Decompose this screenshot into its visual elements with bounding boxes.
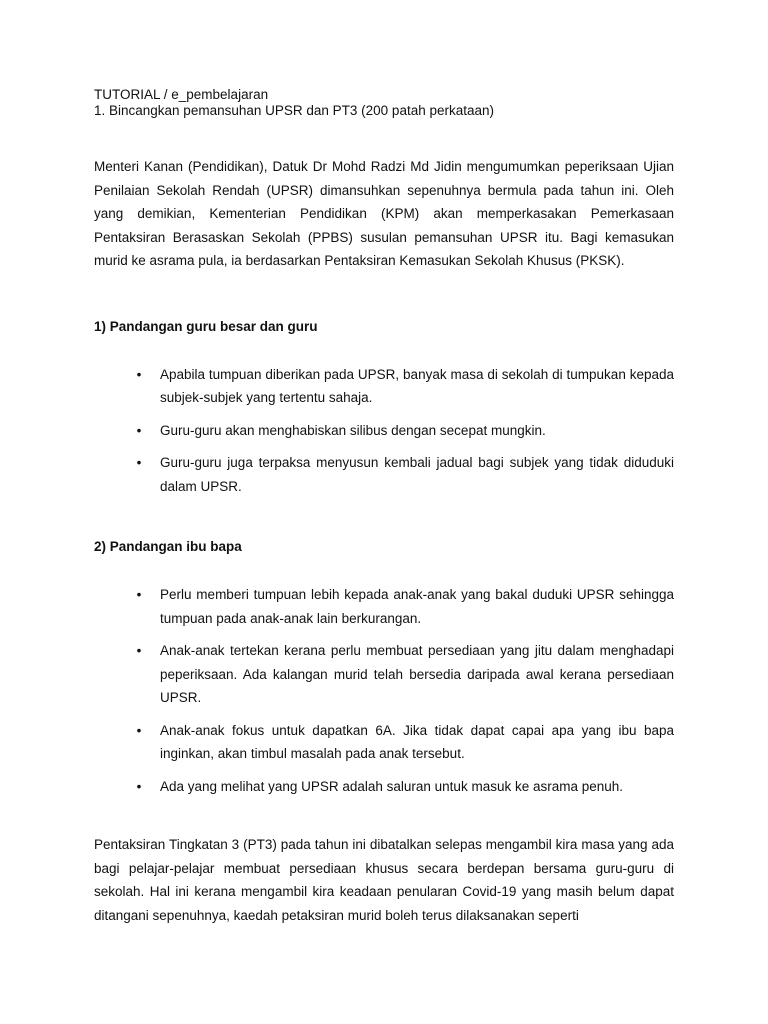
list-item: [94, 639, 674, 710]
list-item: [94, 451, 674, 498]
section-heading-ibu-bapa: 2) Pandangan ibu bapa: [94, 539, 242, 554]
bullet-icon: •: [136, 587, 142, 602]
bullet-icon: •: [136, 366, 142, 382]
list-item: [94, 583, 674, 630]
list-item-text: Anak-anak tertekan kerana perlu membuat persediaan yang jitu dalam menghadapi peperiksaan. Ada kalangan murid telah bersedia daripada awal kerana persediaan UPSR.: [160, 643, 674, 705]
intro-paragraph: Menteri Kanan (Pendidikan), Datuk Dr Mohd Radzi Md Jidin mengumumkan peperiksaan Ujian Penilaian Sekolah Rendah (UPSR) dimansuhkan sepenuhnya bermula pada tahun ini. Oleh yang demikian, Kementerian Pendidikan (KPM) akan memperkasakan Pemerkasaan Pentaksiran Berasaskan Sekolah (PPBS) susulan pemansuhan UPSR itu. Bagi kemasukan murid ke asrama pula, ia berdasarkan Pentaksiran Kemasukan Sekolah Khusus (PKSK).: [94, 159, 674, 268]
closing-paragraph: Pentaksiran Tingkatan 3 (PT3) pada tahun ini dibatalkan selepas mengambil kira masa yang ada bagi pelajar-pelajar membuat persediaan khusus secara berdepan bersama guru-guru di sekolah. Hal ini kerana mengambil kira keadaan penularan Covid-19 yang masih belum dapat ditangani sepenuhnya, kaedah petaksiran murid boleh terus dilaksanakan seperti: [94, 837, 674, 923]
list-item: [94, 719, 674, 766]
list-item-text: Ada yang melihat yang UPSR adalah saluran untuk masuk ke asrama penuh.: [160, 778, 624, 794]
section-heading-guru: 1) Pandangan guru besar dan guru: [94, 318, 318, 334]
bullet-icon: •: [136, 422, 142, 438]
list-item-text: Guru-guru akan menghabiskan silibus dengan secepat mungkin.: [160, 422, 546, 438]
list-item: [94, 775, 674, 799]
bullet-icon: •: [136, 778, 142, 794]
list-item: [94, 363, 674, 410]
document-title: TUTORIAL / e_pembelajaran: [94, 87, 269, 102]
list-item-text: Apabila tumpuan diberikan pada UPSR, banyak masa di sekolah di tumpukan kepada subjek-subjek yang tertentu sahaja.: [160, 366, 674, 405]
list-item-text: Perlu memberi tumpuan lebih kepada anak-anak yang bakal duduki UPSR sehingga tumpuan pada anak-anak lain berkurangan.: [160, 587, 674, 626]
bullet-icon: •: [136, 455, 142, 470]
list-item-text: Guru-guru juga terpaksa menyusun kembali jadual bagi subjek yang tidak diduduki dalam UPSR.: [160, 455, 674, 494]
bullet-icon: •: [136, 722, 142, 738]
list-item: [94, 419, 674, 443]
list-item-text: Anak-anak fokus untuk dapatkan 6A. Jika tidak dapat capai apa yang ibu bapa inginkan, akan timbul masalah pada anak tersebut.: [160, 722, 674, 761]
bullet-list-ibu-bapa: [94, 583, 674, 798]
bullet-list-guru: [94, 363, 674, 499]
bullet-icon: •: [136, 643, 142, 658]
question-line: 1. Bincangkan pemansuhan UPSR dan PT3 (200 patah perkataan): [94, 103, 495, 118]
